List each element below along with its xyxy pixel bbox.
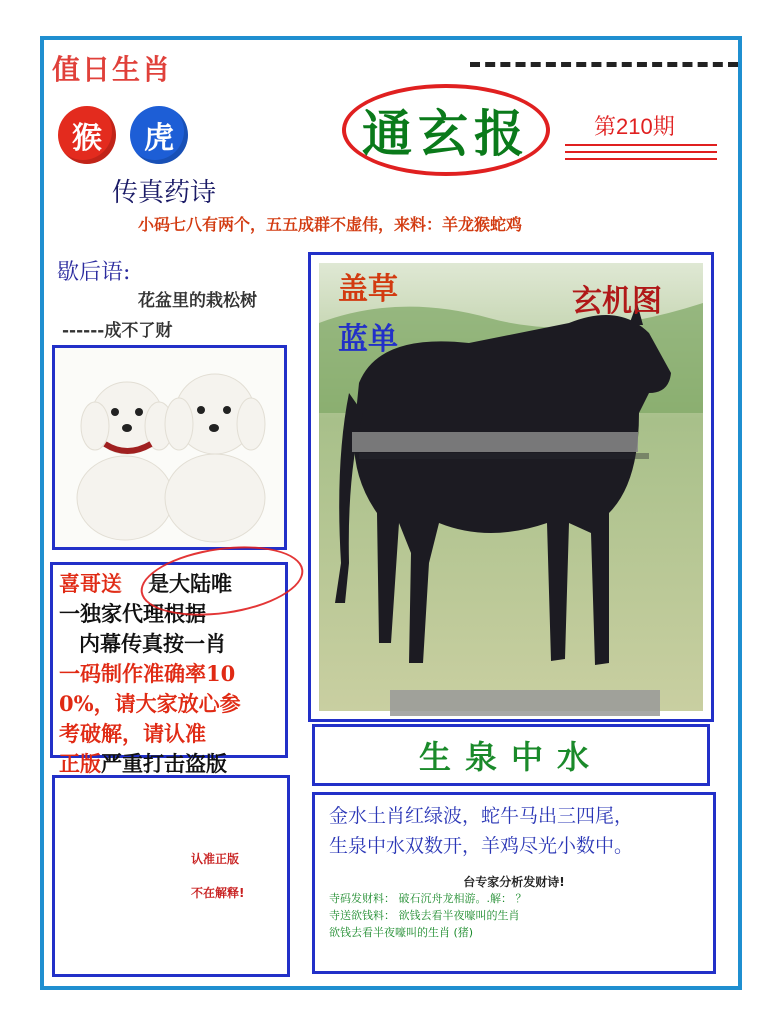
fax-title: 传真药诗 (112, 178, 217, 208)
no-explain-label: 不在解释! (191, 886, 245, 900)
picture-label-top: 盖草 (338, 272, 398, 307)
masthead-title: 通玄报 (342, 84, 550, 176)
notice-line-5: 0%，请大家放心参 (59, 691, 241, 716)
dog-image-box (52, 345, 287, 550)
slogan-box: 生泉中水 (312, 724, 710, 786)
zodiac-title: 值日生肖 (52, 53, 173, 86)
analysis-line-3: 欲钱去看半夜嚎叫的生肖 (猪) (329, 926, 474, 939)
poem-box (312, 792, 716, 974)
redaction-bar (390, 690, 660, 716)
xiehouyu-line-1: 花盆里的栽松树 (138, 291, 257, 311)
notice-line-3: 内幕传真按一肖 (79, 631, 226, 656)
analysis-line-1: 寺码发财料： 破石沉舟龙相游。.解： ？ (329, 892, 527, 905)
authentic-label: 认准正版 (191, 852, 240, 866)
zodiac-badge-1: 猴 (58, 106, 116, 164)
poem-line-2: 生泉中水双数开，羊鸡尽光小数中。 (329, 835, 634, 857)
analysis-line-2: 寺送欲钱料： 欲钱去看半夜嚎叫的生肖 (329, 909, 520, 922)
picture-label-mid: 蓝单 (338, 322, 398, 357)
notice-line-2: 一独家代理根据 (59, 601, 206, 626)
zodiac-badge-2: 虎 (130, 106, 188, 164)
notice-line-4: 一码制作准确率10 (59, 661, 236, 686)
notice-line-7b: 严重打击盗版 (101, 751, 227, 776)
analysis-title: 台专家分析发财诗! (463, 875, 565, 889)
notice-line-7a: 正版 (59, 751, 101, 776)
xiehouyu-line-2: ------成不了财 (62, 321, 173, 341)
poem-line-1: 金水土肖红绿波，蛇牛马出三四尾， (329, 805, 634, 827)
picture-label-right: 玄机图 (572, 284, 662, 319)
notice-line-6: 考破解，请认准 (59, 721, 206, 746)
hint-line: 小码七八有两个，五五成群不虚伟，来料：羊龙猴蛇鸡 (138, 215, 523, 234)
notice-line-1b: 是大陆唯 (148, 571, 232, 596)
redaction-bar (352, 432, 638, 452)
issue-number: 第210期 (594, 114, 675, 139)
divider-dashed (470, 62, 738, 67)
issue-underline (565, 144, 717, 165)
xiehouyu-title: 歇后语: (57, 260, 131, 285)
authentic-box (52, 775, 290, 977)
notice-line-1a: 喜哥送 (59, 571, 122, 596)
dogs-illustration (55, 348, 284, 547)
